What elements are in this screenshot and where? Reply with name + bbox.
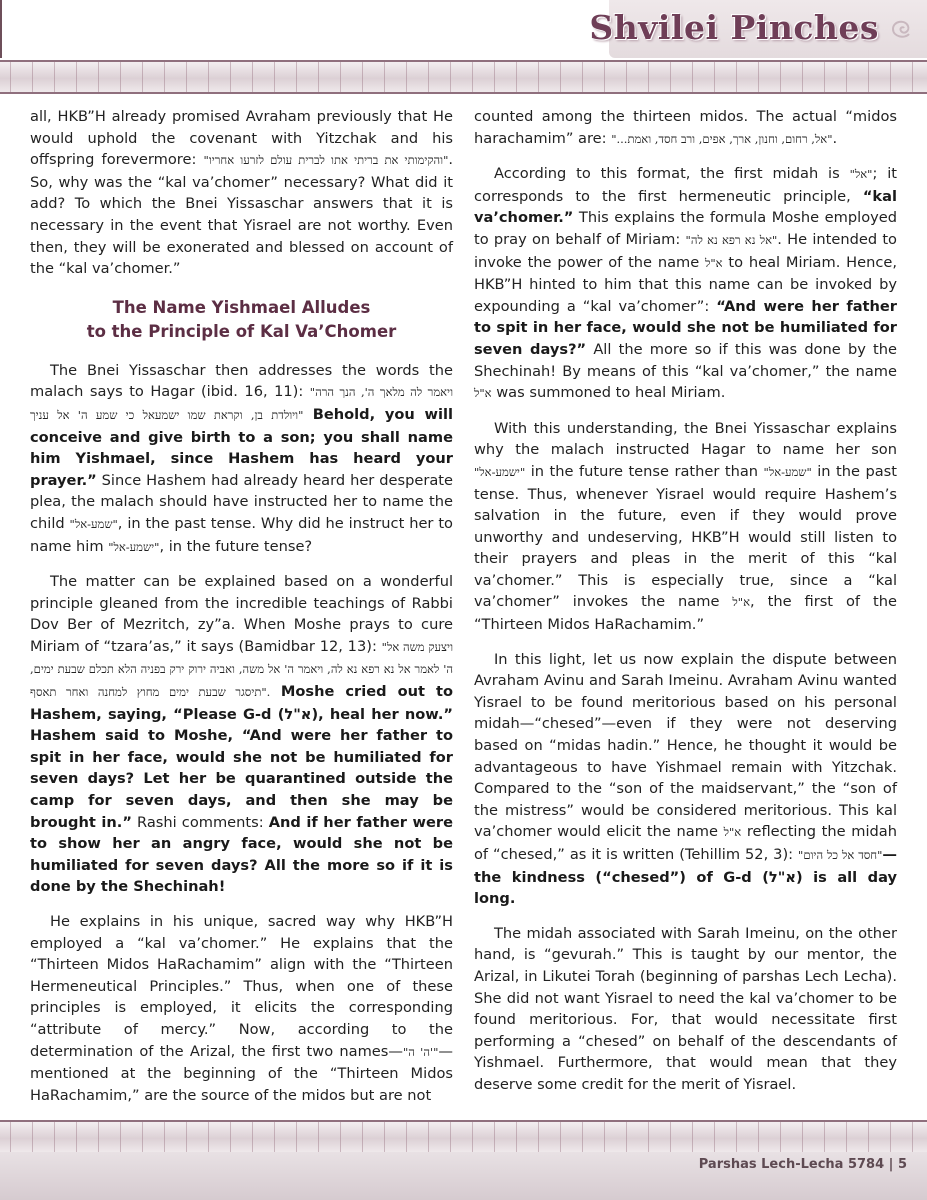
right-paragraph-5	[474, 923, 897, 1096]
right-paragraph-1	[474, 106, 897, 150]
hebrew-quote: "אל נא רפא נא לה"	[685, 232, 778, 247]
right-paragraph-4	[474, 649, 897, 910]
text-run: —mentioned at the beginning of the “Thirteen Midos HaRachamim,” are the source of the midos but are not	[30, 1042, 453, 1104]
header-bottom-rule	[0, 92, 927, 94]
text-run: The matter can be explained based on a wonderful principle gleaned from the incredible teachings of Rabbi Dov Ber of Mezritch, zy”a. When Moshe prays to cure Miriam of “tzara’as,” it says (Bamidbar 12, 13):	[30, 573, 453, 655]
hebrew-name: א"ל	[723, 825, 742, 840]
text-run: , in the past tense. Why did he instruct her to name him	[30, 514, 453, 555]
text-run: .	[832, 129, 838, 147]
text-run	[303, 406, 312, 423]
text-run: The midah associated with Sarah Imeinu, on the other hand, is “gevurah.” This is taught by our mentor, the Arizal, in Likutei Torah (beginning of parshas Lech Lecha). She did not want Yisrael to need the kal va’chomer to be found meritorious. For, that would necessitate first performing a “chesed” on behalf of the descendants of Yishmael. Furthermore, that would mean that they deserve some credit for the merit of Yisrael.	[474, 924, 897, 1093]
hebrew-quote: "חסד אל כל היום"	[798, 848, 883, 862]
text-run: The Bnei Yissaschar then addresses the words the malach says to Hagar (ibid. 16, 11):	[30, 361, 453, 401]
text-run: was summoned to heal Miriam.	[491, 384, 726, 402]
hebrew-quote: "ישמע-אל"	[474, 464, 526, 479]
text-run: In this light, let us now explain the dispute between Avraham Avinu and Sarah Imeinu. Avraham Avinu wanted Yisrael to be found meritorious based on his personal midah—“chesed”—even if they were not deserving based on “midas hadin.” Hence, he thought it would be advantageous to have Yishmael remain with Yitzchak. Compared to the “son of the maidservant,” the “son of the mistress” would be considered meritorious. This kal va’chomer would elicit the name	[474, 650, 897, 841]
text-run: This explains the formula Moshe employed to pray on behalf of Miriam:	[474, 209, 897, 248]
right-swirl-ornament-icon	[887, 14, 917, 44]
text-run: He explains in his unique, sacred way why HKB”H employed a “kal va’chomer.” He explains that the “Thirteen Midos HaRachamim” align with the “Thirteen Hermeneutical Principles.” Thus, when one of these principles is employed, it elicits the corresponding “attribute of mercy.” Now, according to the determination of the Arizal, the first two names—	[30, 913, 453, 1060]
bold-term: “kal va’chomer.”	[474, 187, 897, 227]
right-column	[474, 106, 897, 1109]
right-paragraph-3	[474, 418, 897, 636]
hebrew-quote: "והקימותי את בריתי אתו לברית עולם לזרעו אחריו"	[203, 153, 449, 168]
text-run: reflecting the midah of “chesed,” as it is written (Tehillim 52, 3):	[474, 823, 897, 863]
hebrew-name: א"ל	[732, 595, 750, 610]
text-run: , the first of the “Thirteen Midos HaRachamim.”	[474, 593, 897, 634]
text-run: to heal Miriam. Hence, HKB”H hinted to him that this name can be invoked by expounding a “kal va’chomer”:	[474, 253, 897, 315]
bold-translation: Moshe cried out to Hashem, saying, “Please G-d (א"ל), heal her now.” Hashem said to Moshe, “And were her father to spit in her face, would she not be humiliated for seven days? Let her be quarantined outside the camp for seven days, and then she may be brought in.”	[30, 683, 453, 831]
text-run: , in the future tense?	[159, 537, 313, 555]
text-run: ; it corresponds to the first hermeneutic principle,	[474, 165, 897, 205]
top-ornamental-band	[0, 62, 927, 92]
hebrew-quote: "ישמע-אל"	[108, 539, 160, 554]
left-paragraph-1	[30, 106, 453, 280]
right-paragraph-2	[474, 163, 897, 405]
left-paragraph-4	[30, 911, 453, 1106]
left-paragraph-2	[30, 360, 453, 558]
text-run: . So, why was the “kal va’chomer” necessary? What did it add? To which the Bnei Yissaschar answers that it is necessary in the event that Yisrael are not worthy. Even then, they will be exonerated and blessed on account of the “kal va’chomer.”	[30, 151, 454, 278]
bold-translation: “And were her father to spit in her face, would she not be humiliated for seven days?”	[474, 297, 898, 358]
text-run: . He intended to invoke the power of the name	[474, 230, 897, 271]
text-run: According to this format, the first midah is	[494, 165, 850, 183]
hebrew-quote: "ויצעק משה אל ה' לאמר אל נא רפא נא לה, ויאמר ה' אל משה, ואביה ירוק ירק בפניה הלא תכלם שבעת ימים, תיסגר שבעת ימים מחוץ למחנה ואחר תאסף".	[30, 639, 454, 700]
bold-translation: —the kindness (“chesed”) of G-d (א"ל) is all day long.	[474, 846, 898, 908]
text-run: Since Hashem had already heard her desperate plea, the malach should have instructed her to name the child	[30, 471, 453, 532]
footer-page-label: Parshas Lech-Lecha 5784 | 5	[698, 1157, 907, 1172]
text-run: All the more so if this was done by the Shechinah! By means of this “kal va’chomer,” the name	[474, 340, 897, 380]
text-run: in the future tense rather than	[525, 462, 764, 480]
left-paragraph-3	[30, 571, 453, 898]
text-run: counted among the thirteen midos. The actual “midos harachamim” are:	[474, 108, 897, 147]
bold-translation: Behold, you will conceive and give birth to a son; you shall name him Yishmael, since Hashem has heard your prayer.”	[30, 405, 454, 489]
bold-translation: And if her father were to show her an angry face, would she not be humiliated for seven days? All the more so if it is done by the Shechinah!	[30, 813, 453, 896]
hebrew-name: א"ל	[474, 386, 492, 401]
hebrew-quote: "...אל, רחום, וחנון, ארך, אפים, ורב חסד, ואמת"	[611, 131, 833, 146]
hebrew-quote: "אל"	[849, 167, 873, 182]
hebrew-quote: "שמע-אל"	[69, 516, 118, 531]
hebrew-name: א"ל	[705, 255, 723, 270]
text-run	[270, 683, 281, 700]
section-heading-line-1: The Name Yishmael Alludes	[112, 297, 371, 317]
bottom-ornamental-band	[0, 1122, 927, 1152]
text-run: With this understanding, the Bnei Yissaschar explains why the malach instructed Hagar to name her son	[474, 419, 897, 459]
text-run: all, HKB”H already promised Avraham previously that He would uphold the covenant with Yitzchak and his offspring forevermore:	[30, 108, 453, 169]
hebrew-quote: "ויאמר לה מלאך ה', הנך הרה ויולדת בן, וקראת שמו ישמעאל כי שמע ה' אל עניך"	[30, 385, 454, 422]
publication-title: Shvilei Pinches	[589, 8, 879, 47]
text-run: in the past tense. Thus, whenever Yisrael would require Hashem’s salvation in the future, even if they would prove unworthy and undeserving, HKB”H would still listen to their prayers and pleas in the merit of this “kal va’chomer.” This is especially true, since a “kal va’chomer” invokes the name	[474, 462, 897, 611]
left-column	[30, 106, 453, 1119]
hebrew-quote: "שמע-אל"	[763, 464, 812, 479]
header-left-rule	[0, 0, 2, 58]
section-heading	[30, 296, 453, 344]
text-run: Rashi comments:	[131, 813, 269, 831]
hebrew-quote: "ה' ה'"	[402, 1044, 439, 1059]
section-heading-line-2: to the Principle of Kal Va’Chomer	[86, 321, 397, 341]
